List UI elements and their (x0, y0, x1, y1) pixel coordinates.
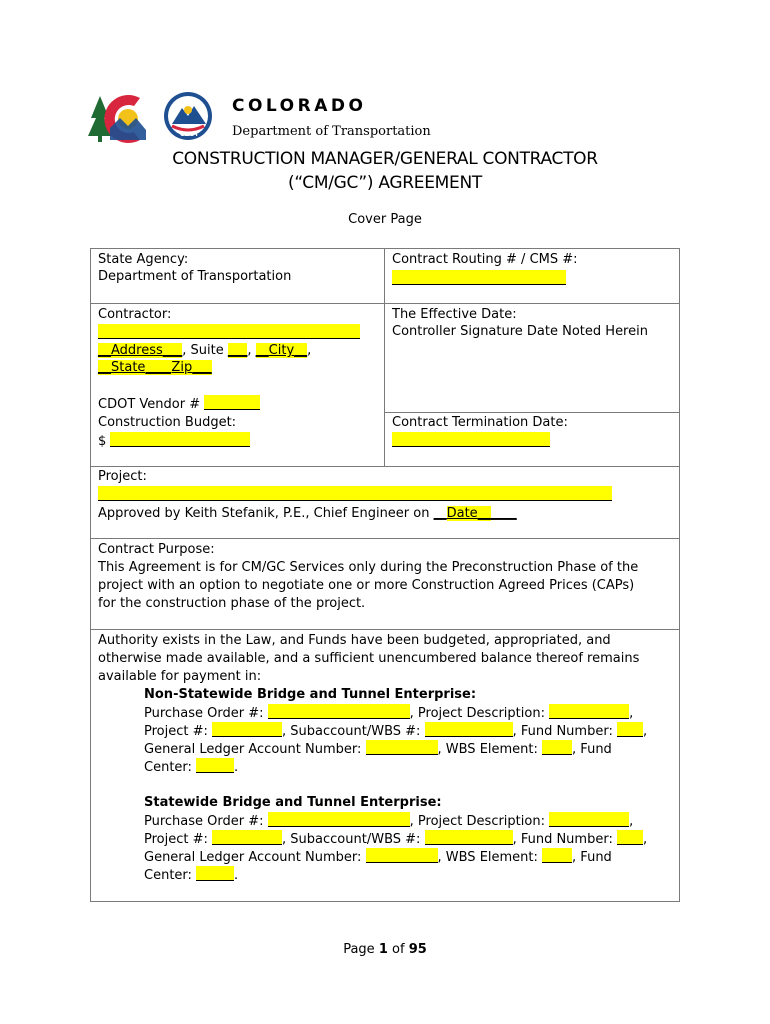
statewide-gl-line: General Ledger Account Number: , WBS Element: , Fund (144, 850, 612, 865)
termination-date-field[interactable] (392, 432, 550, 451)
project-description-field[interactable] (549, 812, 629, 827)
non-statewide-heading: Non-Statewide Bridge and Tunnel Enterprise: (144, 687, 477, 702)
gl-account-field[interactable] (366, 740, 438, 755)
routing-label: Contract Routing # / CMS #: (392, 252, 578, 267)
approval-line: Approved by Keith Stefanik, P.E., Chief Engineer on __Date______ (98, 506, 517, 521)
center-field[interactable] (196, 758, 234, 773)
brand-name: COLORADO (232, 96, 367, 116)
city-field[interactable]: City (268, 343, 295, 358)
purpose-text-line3: for the construction phase of the project. (98, 596, 366, 611)
contractor-label: Contractor: (98, 307, 172, 322)
approval-text: Approved by Keith Stefanik, P.E., Chief Engineer on (98, 506, 430, 521)
statewide-center-line: Center: . (144, 868, 239, 883)
divider (90, 538, 680, 539)
divider (384, 412, 680, 413)
subaccount-field[interactable] (425, 830, 513, 845)
authority-text-line2: otherwise made available, and a sufficient unencumbered balance thereof remains (98, 651, 640, 666)
gl-account-field[interactable] (366, 848, 438, 863)
wbs-element-field[interactable] (542, 740, 572, 755)
vendor-field[interactable] (204, 395, 260, 410)
wbs-element-field[interactable] (542, 848, 572, 863)
document-title-line2: (“CM/GC”) AGREEMENT (288, 173, 482, 193)
fund-number-field[interactable] (617, 830, 643, 845)
authority-text-line3: available for payment in: (98, 669, 262, 684)
state-field[interactable]: State (111, 360, 146, 375)
non-statewide-project-line: Project #: , Subaccount/WBS #: , Fund Number: , (144, 724, 648, 739)
statewide-project-line: Project #: , Subaccount/WBS #: , Fund Number: , (144, 832, 648, 847)
fund-number-field[interactable] (617, 722, 643, 737)
approval-date-field[interactable]: Date (446, 506, 478, 521)
statewide-po-line: Purchase Order #: , Project Description: , (144, 814, 634, 829)
project-number-field[interactable] (212, 830, 282, 845)
divider (90, 466, 680, 467)
center-field[interactable] (196, 866, 234, 881)
divider (90, 303, 680, 304)
column-divider (384, 248, 385, 466)
po-field[interactable] (268, 704, 410, 719)
effective-date-value: Controller Signature Date Noted Herein (392, 324, 648, 339)
divider (90, 629, 680, 630)
address-field[interactable]: Address (111, 343, 163, 358)
project-number-field[interactable] (212, 722, 282, 737)
authority-text-line1: Authority exists in the Law, and Funds have been budgeted, appropriated, and (98, 633, 611, 648)
vendor-line (98, 395, 260, 414)
vendor-label: CDOT Vendor # (98, 397, 201, 412)
termination-date-label: Contract Termination Date: (392, 415, 568, 430)
non-statewide-center-line: Center: . (144, 760, 239, 775)
subaccount-field[interactable] (425, 722, 513, 737)
colorado-c-logo-icon (88, 88, 228, 150)
zip-field[interactable]: Zip (171, 360, 193, 375)
document-title-line1: CONSTRUCTION MANAGER/GENERAL CONTRACTOR (172, 149, 598, 169)
brand-department: Department of Transportation (232, 124, 431, 139)
statewide-heading: Statewide Bridge and Tunnel Enterprise: (144, 795, 442, 810)
cdot-logo (88, 88, 448, 150)
contractor-state-zip-line: __State____Zip___ (98, 360, 212, 375)
purpose-text-line2: project with an option to negotiate one or more Construction Agreed Prices (CAPs) (98, 578, 635, 593)
contractor-address-line: __Address___, Suite ___, __City__, (98, 343, 312, 358)
purpose-text-line1: This Agreement is for CM/GC Services only during the Preconstruction Phase of the (98, 560, 639, 575)
cover-page-label: Cover Page (348, 212, 422, 227)
effective-date-label: The Effective Date: (392, 307, 517, 322)
project-label: Project: (98, 469, 147, 484)
state-agency-label: State Agency: (98, 252, 189, 267)
purpose-label: Contract Purpose: (98, 542, 215, 557)
state-agency-value: Department of Transportation (98, 269, 292, 284)
non-statewide-gl-line: General Ledger Account Number: , WBS Element: , Fund (144, 742, 612, 757)
budget-line: $ (98, 432, 250, 451)
budget-field[interactable] (110, 432, 250, 447)
po-field[interactable] (268, 812, 410, 827)
project-field[interactable] (98, 486, 612, 505)
project-description-field[interactable] (549, 704, 629, 719)
svg-text:CDOT: CDOT (180, 131, 199, 138)
contractor-name-field[interactable] (98, 324, 360, 343)
routing-field[interactable] (392, 270, 566, 289)
page-number: Page 1 of 95 (343, 942, 427, 957)
budget-label: Construction Budget: (98, 415, 237, 430)
non-statewide-po-line: Purchase Order #: , Project Description: , (144, 706, 634, 721)
